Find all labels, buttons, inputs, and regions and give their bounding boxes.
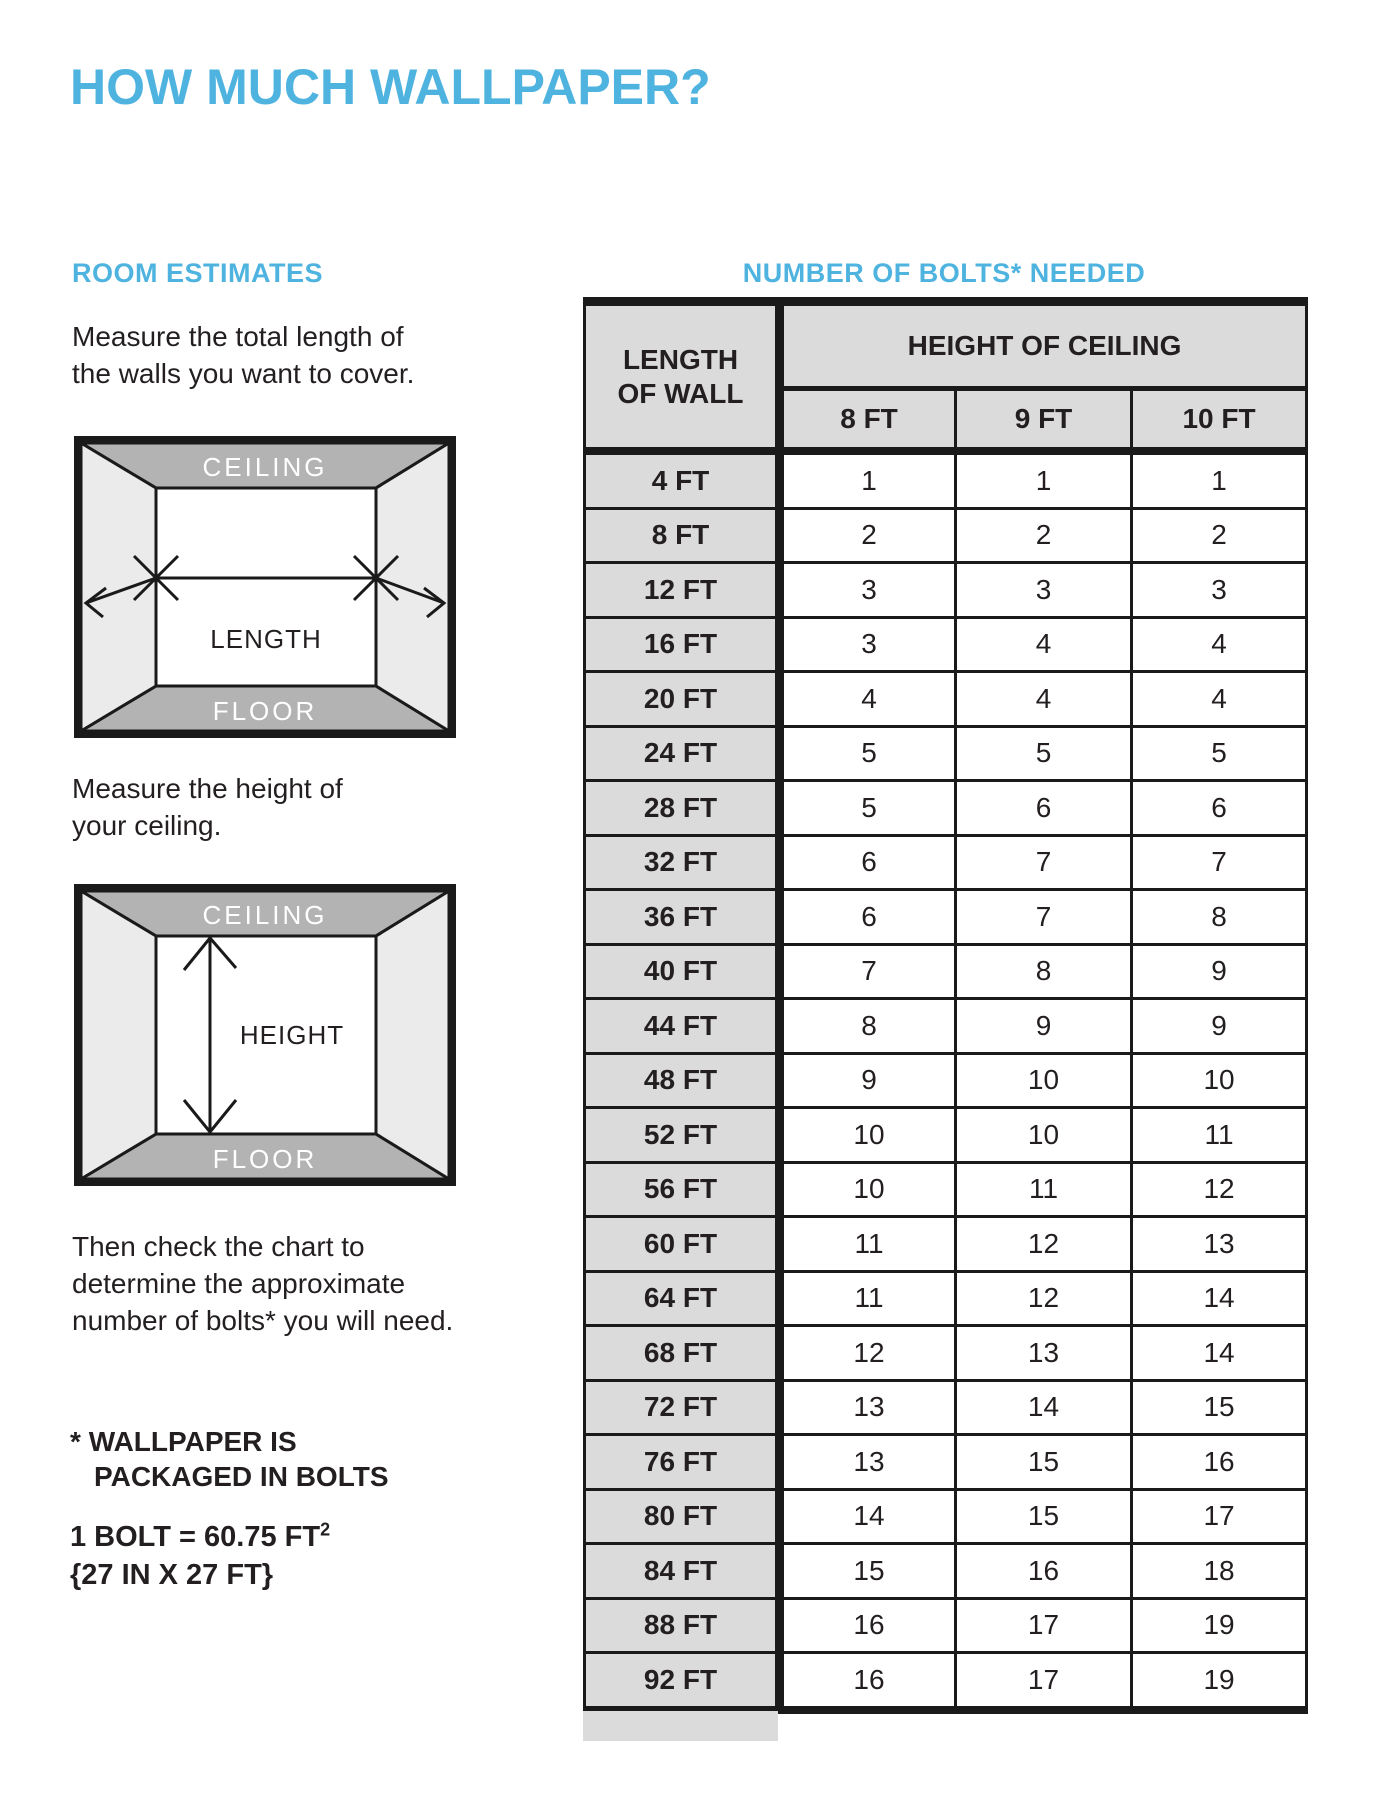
wall-length-label: 68 FT [585, 1326, 780, 1381]
wall-length-label: 60 FT [585, 1217, 780, 1272]
bolt-size-info [70, 1518, 330, 1594]
bolt-count-cell: 2 [1132, 508, 1307, 563]
bolt-count-cell: 15 [956, 1435, 1132, 1490]
bolt-count-cell: 12 [1132, 1162, 1307, 1217]
left-wall [81, 891, 156, 1179]
bolt-count-cell: 4 [1132, 672, 1307, 727]
table-row [585, 1489, 1307, 1544]
bolt-count-cell: 17 [956, 1598, 1132, 1653]
bolt-count-cell: 10 [956, 1053, 1132, 1108]
bolt-count-cell: 4 [956, 617, 1132, 672]
instruction-measure-height [72, 770, 343, 844]
wall-length-label: 8 FT [585, 508, 780, 563]
table-row [585, 1162, 1307, 1217]
table-row [585, 451, 1307, 508]
bolt-count-cell: 13 [780, 1435, 956, 1490]
table-row [585, 726, 1307, 781]
instruction-measure-height-line2: your ceiling. [72, 810, 222, 841]
wall-length-label: 28 FT [585, 781, 780, 836]
bolt-count-cell: 6 [780, 890, 956, 945]
bolt-count-cell: 19 [1132, 1598, 1307, 1653]
column-header-10ft: 10 FT [1132, 389, 1307, 452]
instruction-measure-length-line1: Measure the total length of [72, 321, 404, 352]
table-row [585, 835, 1307, 890]
wall-length-label: 92 FT [585, 1653, 780, 1710]
table-row [585, 508, 1307, 563]
bolt-count-cell: 9 [956, 999, 1132, 1054]
height-of-ceiling-header: HEIGHT OF CEILING [780, 302, 1307, 389]
ceiling-height-diagram [74, 884, 456, 1186]
bolt-count-cell: 7 [780, 944, 956, 999]
table-row [585, 890, 1307, 945]
bolt-count-cell: 13 [956, 1326, 1132, 1381]
bolt-count-cell: 6 [1132, 781, 1307, 836]
bolt-count-cell: 3 [956, 563, 1132, 618]
page-title: HOW MUCH WALLPAPER? [70, 59, 711, 115]
table-row [585, 1217, 1307, 1272]
bolt-count-cell: 7 [956, 890, 1132, 945]
table-row [585, 1598, 1307, 1653]
bolt-count-cell: 10 [1132, 1053, 1307, 1108]
length-label: LENGTH [210, 624, 322, 654]
bolt-count-cell: 10 [956, 1108, 1132, 1163]
table-row [585, 1435, 1307, 1490]
wall-length-label: 88 FT [585, 1598, 780, 1653]
length-of-wall-header [585, 302, 780, 452]
wall-length-label: 72 FT [585, 1380, 780, 1435]
bolt-count-cell: 7 [1132, 835, 1307, 890]
wall-length-label: 84 FT [585, 1544, 780, 1599]
instruction-measure-length [72, 318, 414, 392]
table-row [585, 563, 1307, 618]
wall-length-label: 48 FT [585, 1053, 780, 1108]
bolt-count-cell: 4 [1132, 617, 1307, 672]
bolt-count-cell: 3 [1132, 563, 1307, 618]
left-wall [81, 443, 156, 731]
bolt-count-cell: 6 [780, 835, 956, 890]
table-row [585, 1653, 1307, 1710]
bolt-count-cell: 1 [780, 451, 956, 508]
table-row [585, 1108, 1307, 1163]
instruction-measure-height-line1: Measure the height of [72, 773, 343, 804]
instruction-check-chart-line1: Then check the chart to [72, 1231, 365, 1262]
bolt-count-cell: 5 [1132, 726, 1307, 781]
wall-length-label: 20 FT [585, 672, 780, 727]
bolt-count-cell: 14 [956, 1380, 1132, 1435]
bolt-count-cell: 15 [956, 1489, 1132, 1544]
bolts-table-body [585, 451, 1307, 1710]
bolt-count-cell: 1 [956, 451, 1132, 508]
table-row [585, 1053, 1307, 1108]
table-left-column-overflow-bar [583, 1711, 778, 1741]
bolts-needed-heading: NUMBER OF BOLTS* NEEDED [742, 258, 1146, 288]
table-header-row-1 [585, 302, 1307, 389]
wall-length-label: 80 FT [585, 1489, 780, 1544]
bolt-count-cell: 10 [780, 1108, 956, 1163]
height-label: HEIGHT [239, 1020, 345, 1050]
bolt-count-cell: 9 [1132, 944, 1307, 999]
table-row [585, 1544, 1307, 1599]
bolt-count-cell: 14 [780, 1489, 956, 1544]
bolt-count-cell: 9 [780, 1053, 956, 1108]
table-row [585, 781, 1307, 836]
wall-length-label: 56 FT [585, 1162, 780, 1217]
bolt-count-cell: 16 [780, 1598, 956, 1653]
bolt-count-cell: 14 [1132, 1271, 1307, 1326]
bolt-count-cell: 3 [780, 617, 956, 672]
bolt-count-cell: 5 [780, 781, 956, 836]
instruction-check-chart-line2: determine the approximate [72, 1268, 406, 1299]
bolt-count-cell: 8 [780, 999, 956, 1054]
footnote-line2: PACKAGED IN BOLTS [94, 1461, 389, 1492]
wall-length-label: 52 FT [585, 1108, 780, 1163]
bolt-count-cell: 4 [780, 672, 956, 727]
room-length-diagram [74, 436, 456, 738]
right-wall [376, 891, 449, 1179]
column-header-9ft: 9 FT [956, 389, 1132, 452]
bolt-count-cell: 7 [956, 835, 1132, 890]
footnote-line1: WALLPAPER IS [88, 1426, 297, 1457]
bolt-count-cell: 2 [780, 508, 956, 563]
bolt-count-cell: 15 [780, 1544, 956, 1599]
bolt-count-cell: 11 [780, 1271, 956, 1326]
wall-length-label: 76 FT [585, 1435, 780, 1490]
length-of-wall-header-line2: OF WALL [617, 377, 744, 409]
bolt-count-cell: 8 [1132, 890, 1307, 945]
wall-length-label: 44 FT [585, 999, 780, 1054]
bolt-count-cell: 16 [780, 1653, 956, 1710]
table-row [585, 1326, 1307, 1381]
length-of-wall-header-line1: LENGTH [622, 343, 739, 375]
bolt-count-cell: 4 [956, 672, 1132, 727]
table-row [585, 944, 1307, 999]
bolt-count-cell: 1 [1132, 451, 1307, 508]
wall-length-label: 40 FT [585, 944, 780, 999]
bolt-count-cell: 18 [1132, 1544, 1307, 1599]
table-row [585, 1271, 1307, 1326]
bolts-table [583, 297, 1308, 1714]
wall-length-label: 4 FT [585, 451, 780, 508]
bolt-count-cell: 16 [1132, 1435, 1307, 1490]
bolt-count-cell: 2 [956, 508, 1132, 563]
wall-length-label: 64 FT [585, 1271, 780, 1326]
bolt-count-cell: 8 [956, 944, 1132, 999]
bolt-count-cell: 17 [1132, 1489, 1307, 1544]
floor-label: FLOOR [212, 696, 318, 726]
ceiling-label: CEILING [202, 452, 328, 482]
footnote-asterisk: * [70, 1426, 81, 1457]
table-row [585, 999, 1307, 1054]
wall-length-label: 16 FT [585, 617, 780, 672]
bolt-count-cell: 11 [780, 1217, 956, 1272]
wall-length-label: 12 FT [585, 563, 780, 618]
ceiling-label: CEILING [202, 900, 328, 930]
bolt-count-cell: 19 [1132, 1653, 1307, 1710]
wall-length-label: 24 FT [585, 726, 780, 781]
bolt-count-cell: 13 [780, 1380, 956, 1435]
instruction-measure-length-line2: the walls you want to cover. [72, 358, 415, 389]
bolt-dimensions: {27 IN X 27 FT} [70, 1559, 274, 1591]
bolt-count-cell: 17 [956, 1653, 1132, 1710]
bolt-count-cell: 15 [1132, 1380, 1307, 1435]
room-estimates-heading: ROOM ESTIMATES [72, 258, 324, 288]
bolt-count-cell: 11 [956, 1162, 1132, 1217]
bolt-count-cell: 3 [780, 563, 956, 618]
table-row [585, 617, 1307, 672]
wall-length-label: 32 FT [585, 835, 780, 890]
bolt-count-cell: 5 [956, 726, 1132, 781]
floor-label: FLOOR [212, 1144, 318, 1174]
bolt-count-cell: 12 [956, 1271, 1132, 1326]
bolt-count-cell: 11 [1132, 1108, 1307, 1163]
column-header-8ft: 8 FT [780, 389, 956, 452]
bolt-count-cell: 14 [1132, 1326, 1307, 1381]
wall-length-label: 36 FT [585, 890, 780, 945]
instruction-check-chart-line3: number of bolts* you will need. [72, 1305, 454, 1336]
back-wall [156, 488, 376, 686]
bolt-count-cell: 12 [956, 1217, 1132, 1272]
instruction-check-chart [72, 1228, 453, 1339]
bolt-equation: 1 BOLT = 60.75 FT [70, 1521, 321, 1553]
bolt-count-cell: 12 [780, 1326, 956, 1381]
bolt-count-cell: 9 [1132, 999, 1307, 1054]
bolt-count-cell: 5 [780, 726, 956, 781]
bolt-equation-superscript: 2 [320, 1519, 331, 1540]
bolt-count-cell: 10 [780, 1162, 956, 1217]
wallpaper-bolts-footnote [70, 1424, 389, 1494]
bolt-count-cell: 6 [956, 781, 1132, 836]
bolt-count-cell: 13 [1132, 1217, 1307, 1272]
table-row [585, 672, 1307, 727]
table-row [585, 1380, 1307, 1435]
bolt-count-cell: 16 [956, 1544, 1132, 1599]
